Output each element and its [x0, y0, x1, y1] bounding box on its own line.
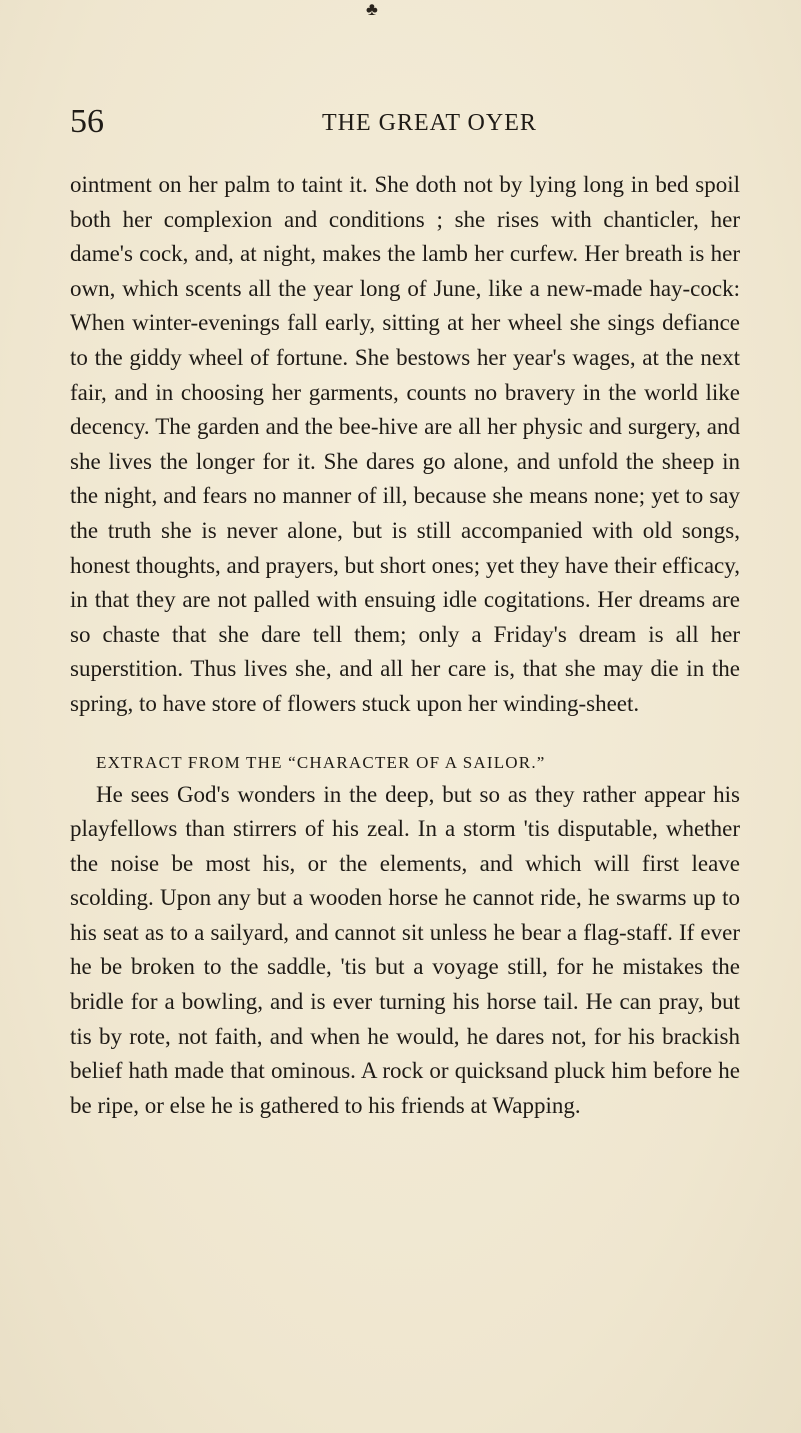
ornament-mark: ♣: [366, 0, 378, 19]
running-title: THE GREAT OYER: [322, 110, 537, 136]
paragraph-sailor: He sees God's wonders in the deep, but so as they rather appear his playfellows than stirrers of his zeal. In a storm 'tis disputable, whether the noise be most his, or the elements, and which will first leave scolding. Upon any but a wooden horse he cannot ride, he swarms up to his seat as to a sailyard, and cannot sit unless he bear a flag-staff. If ever he be broken to the saddle, 'tis but a voyage still, for he mistakes the bridle for a bowling, and is ever turning his horse tail. He can pray, but tis by rote, not faith, and when he would, he dares not, for his brackish belief hath made that ominous. A rock or quicksand pluck him before he be ripe, or else he is gathered to his friends at Wapping.: [70, 781, 740, 1118]
paragraph-continued: ointment on her palm to taint it. She doth not by lying long in bed spoil both her complexion and conditions ; she rises with chanticler, her dame's cock, and, at night, makes the lamb her curfew. Her breath is her own, which scents all the year long of June, like a new-made hay-cock: When winter-evenings fall early, sitting at her wheel she sings defiance to the giddy wheel of fortune. She bestows her year's wages, at the next fair, and in choosing her garments, counts no bravery in the world like decency. The garden and the bee-hive are all her physic and surgery, and she lives the longer for it. She dares go alone, and unfold the sheep in the night, and fears no manner of ill, because she means none; yet to say the truth she is never alone, but is still accompanied with old songs, honest thoughts, and prayers, but short ones; yet they have their efficacy, in that they are not palled with ensuing idle cogitations. Her dreams are so chaste that she dare tell them; only a Friday's dream is all her superstition. Thus lives she, and all her care is, that she may die in the spring, to have store of flowers stuck upon her winding-sheet.: [70, 172, 741, 716]
body-text: [70, 168, 740, 1123]
page-number: 56: [70, 103, 104, 140]
section-heading: EXTRACT FROM THE “CHARACTER OF A SAILOR.”: [96, 752, 546, 772]
running-head: [70, 104, 740, 140]
